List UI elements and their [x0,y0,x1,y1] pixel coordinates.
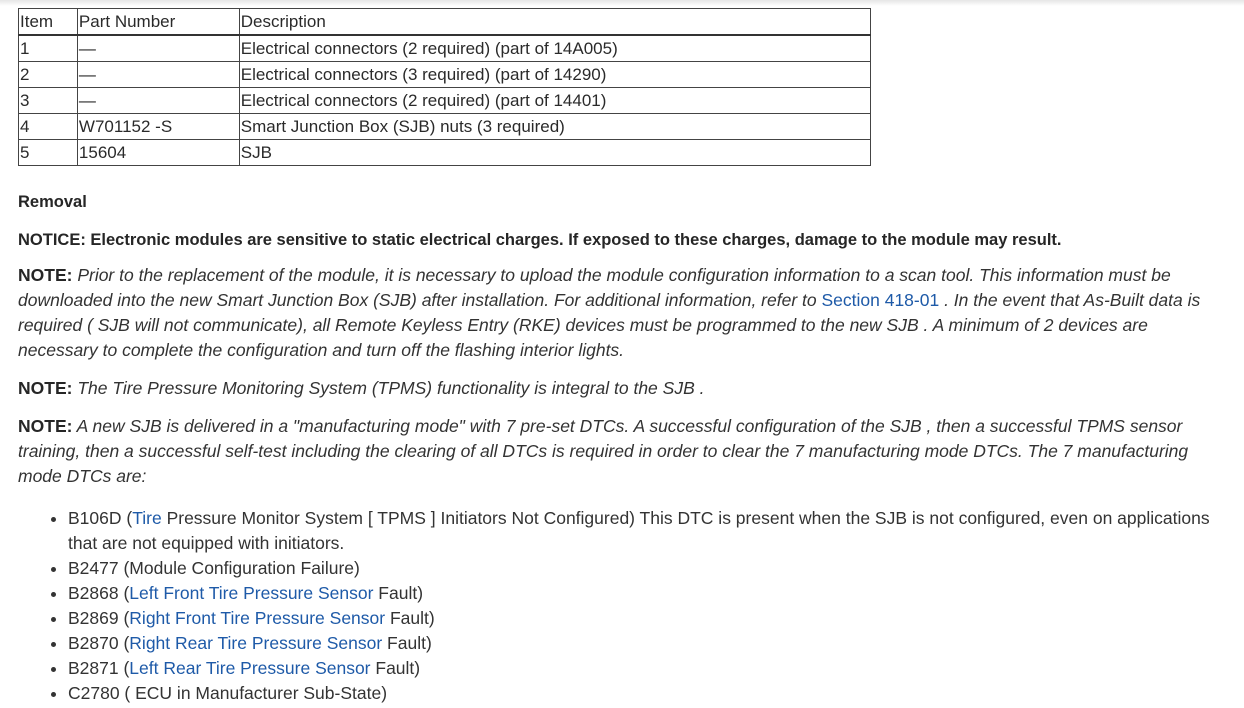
note-text: . In the event that As-Built data is required ( SJB will not communicate), all Remote Keyless Entry (RKE) devices must be programmed to the new SJB . A minimum of 2 devices are necessary to complete the configuration and turn off the flashing interior lights. [18,290,1201,360]
dtc-code: B2477 (Module Configuration Failure) [68,558,360,578]
table-row [19,140,871,166]
dtc-code: C2780 ( ECU in Manufacturer Sub-State) [68,683,388,703]
list-item [68,581,1232,606]
table-row [19,62,871,88]
list-item [68,506,1232,556]
header-item: Item [19,9,78,36]
table-row [19,35,871,62]
list-item [68,631,1232,656]
cell-item: 3 [19,88,78,114]
note-text: Prior to the replacement of the module, it is necessary to upload the module configuration information to a scan tool. This information must be downloaded into the new Smart Junction Box (SJB) after installation. For additional information, refer to [18,265,1171,310]
document-content [18,8,1232,706]
dtc-link[interactable]: Tire [132,508,162,528]
list-item [68,656,1232,681]
dtc-code: B2868 ( [68,583,130,603]
dtc-code: B2871 ( [68,658,130,678]
cell-item: 1 [19,35,78,62]
cell-description: Electrical connectors (2 required) (part of 14401) [239,88,870,114]
dtc-description: Fault) [370,658,421,678]
section-418-01-link[interactable]: Section 418-01 [821,290,940,310]
note-module-configuration [18,263,1232,363]
header-part-number: Part Number [77,9,239,36]
table-row [19,114,871,140]
note-text: A new SJB is delivered in a "manufacturing mode" with 7 pre-set DTCs. A successful configuration of the SJB , then a successful TPMS sensor training, then a successful self-test including the clearing of all DTCs is required in order to clear the 7 manufacturing mode DTCs. The 7 manufacturing mode DTCs are: [18,416,1189,486]
list-item [68,556,1232,581]
list-item [68,606,1232,631]
notice-static-warning: NOTICE: Electronic modules are sensitive to static electrical charges. If exposed to these charges, damage to the module may result. [18,231,1062,249]
dtc-link[interactable]: Right Front Tire Pressure Sensor [129,608,386,628]
cell-part-number: — [77,88,239,114]
dtc-link[interactable]: Left Front Tire Pressure Sensor [129,583,374,603]
dtc-code: B106D ( [68,508,133,528]
dtc-description: Fault) [385,608,435,628]
cell-part-number: 15604 [77,140,239,166]
table-row [19,88,871,114]
cell-part-number: W701152 -S [77,114,239,140]
dtc-description: Fault) [382,633,432,653]
dtc-link[interactable]: Right Rear Tire Pressure Sensor [129,633,383,653]
note-tpms [18,376,1232,401]
note-text: The Tire Pressure Monitoring System (TPMS) functionality is integral to the SJB . [72,378,705,398]
top-shadow-bar [0,0,1244,6]
list-item [68,681,1232,706]
cell-part-number: — [77,62,239,88]
cell-description: Smart Junction Box (SJB) nuts (3 required) [239,114,870,140]
dtc-description: Pressure Monitor System [ TPMS ] Initiators Not Configured) This DTC is present when the SJB is not configured, even on applications that are not equipped with initiators. [68,508,1210,553]
cell-part-number: — [77,35,239,62]
dtc-link[interactable]: Left Rear Tire Pressure Sensor [129,658,371,678]
cell-description: Electrical connectors (3 required) (part of 14290) [239,62,870,88]
parts-table [18,8,871,166]
cell-item: 4 [19,114,78,140]
removal-heading: Removal [18,193,87,211]
dtc-code: B2870 ( [68,633,130,653]
cell-item: 2 [19,62,78,88]
cell-description: Electrical connectors (2 required) (part of 14A005) [239,35,870,62]
note-manufacturing-mode [18,414,1232,489]
note-label: NOTE: [18,378,73,398]
table-header-row [19,9,871,36]
dtc-description: Fault) [373,583,424,603]
note-label: NOTE: [18,416,73,436]
dtc-code: B2869 ( [68,608,130,628]
cell-item: 5 [19,140,78,166]
note-label: NOTE: [18,265,73,285]
dtc-list [18,506,1232,706]
cell-description: SJB [239,140,870,166]
header-description: Description [239,9,870,36]
